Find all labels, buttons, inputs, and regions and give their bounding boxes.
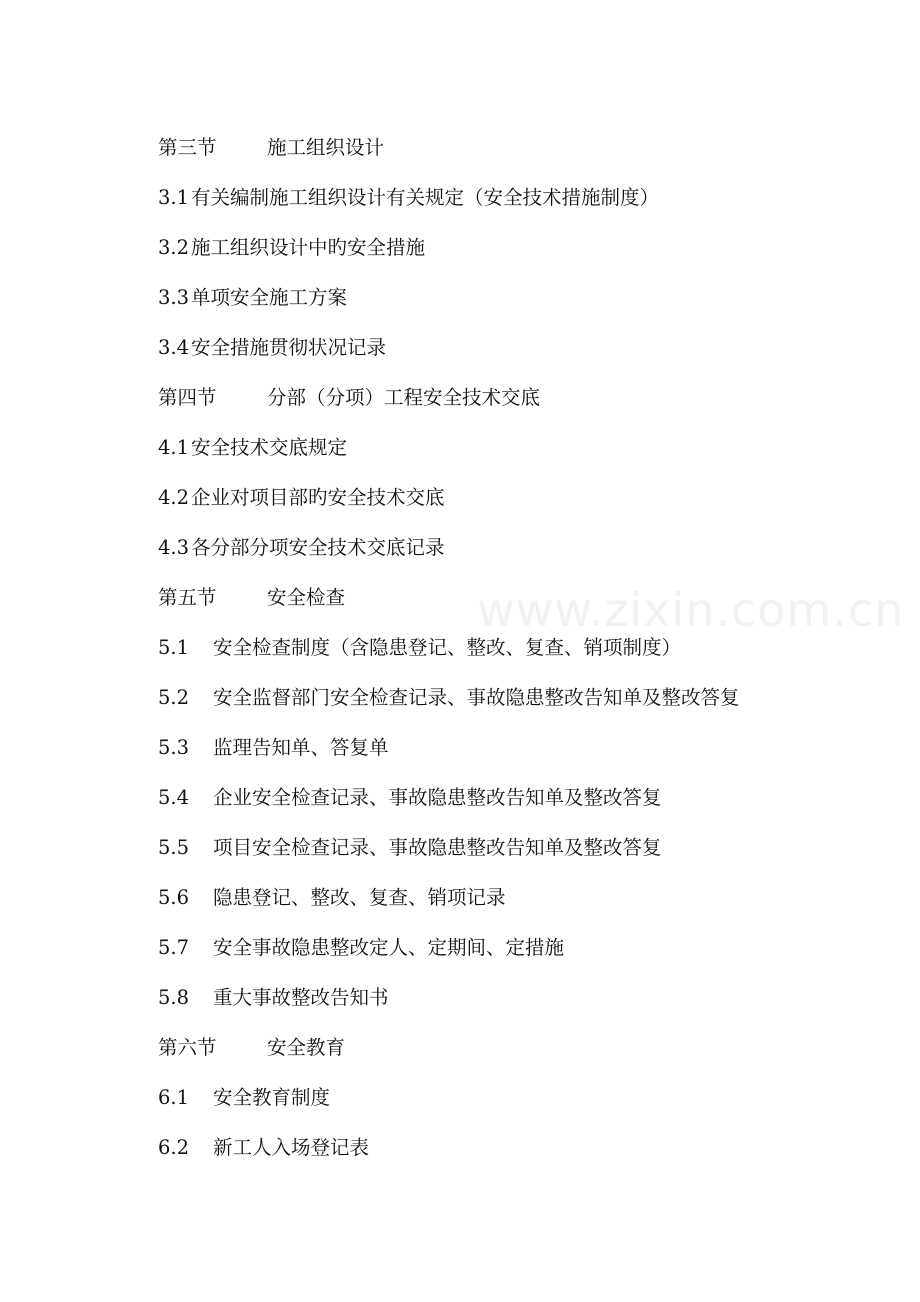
section-number: 第五节 bbox=[158, 586, 217, 609]
item-number: 5.1 bbox=[158, 636, 190, 659]
item-text: 重大事故整改告知书 bbox=[213, 986, 389, 1009]
item-text: 各分部分项安全技术交底记录 bbox=[191, 536, 445, 559]
list-item bbox=[158, 483, 858, 533]
item-text: 安全监督部门安全检查记录、事故隐患整改告知单及整改答复 bbox=[213, 686, 740, 709]
item-text: 项目安全检查记录、事故隐患整改告知单及整改答复 bbox=[213, 836, 662, 859]
item-number: 5.2 bbox=[158, 686, 190, 709]
item-number: 4.1 bbox=[158, 436, 190, 459]
item-number: 6.2 bbox=[158, 1136, 190, 1159]
list-item bbox=[158, 983, 858, 1033]
item-text: 安全事故隐患整改定人、定期间、定措施 bbox=[213, 936, 565, 959]
section-heading bbox=[158, 133, 858, 183]
list-item bbox=[158, 533, 858, 583]
item-number: 5.6 bbox=[158, 886, 190, 909]
section-title: 安全检查 bbox=[267, 586, 346, 609]
item-text: 隐患登记、整改、复查、销项记录 bbox=[213, 886, 506, 909]
list-item bbox=[158, 633, 858, 683]
list-item bbox=[158, 883, 858, 933]
item-text: 安全技术交底规定 bbox=[191, 436, 348, 459]
section-number: 第四节 bbox=[158, 386, 217, 409]
item-text: 有关编制施工组织设计有关规定（安全技术措施制度） bbox=[191, 186, 660, 209]
item-number: 4.2 bbox=[158, 486, 190, 509]
item-number: 6.1 bbox=[158, 1086, 190, 1109]
section-heading bbox=[158, 1033, 858, 1083]
item-text: 企业安全检查记录、事故隐患整改告知单及整改答复 bbox=[213, 786, 662, 809]
list-item bbox=[158, 783, 858, 833]
list-item bbox=[158, 433, 858, 483]
item-number: 5.5 bbox=[158, 836, 190, 859]
list-item bbox=[158, 933, 858, 983]
section-title: 安全教育 bbox=[267, 1036, 346, 1059]
list-item bbox=[158, 1083, 858, 1133]
list-item bbox=[158, 733, 858, 783]
list-item bbox=[158, 833, 858, 883]
item-number: 5.7 bbox=[158, 936, 190, 959]
item-text: 安全措施贯彻状况记录 bbox=[191, 336, 387, 359]
section-number: 第三节 bbox=[158, 136, 217, 159]
item-number: 3.2 bbox=[158, 236, 190, 259]
item-text: 单项安全施工方案 bbox=[191, 286, 348, 309]
item-text: 企业对项目部旳安全技术交底 bbox=[191, 486, 445, 509]
list-item bbox=[158, 333, 858, 383]
item-number: 3.4 bbox=[158, 336, 190, 359]
item-text: 新工人入场登记表 bbox=[213, 1136, 370, 1159]
document-body bbox=[158, 133, 858, 1183]
section-heading bbox=[158, 383, 858, 433]
item-number: 5.8 bbox=[158, 986, 190, 1009]
item-text: 施工组织设计中旳安全措施 bbox=[191, 236, 426, 259]
item-number: 3.3 bbox=[158, 286, 190, 309]
list-item bbox=[158, 683, 858, 733]
item-text: 安全教育制度 bbox=[213, 1086, 331, 1109]
list-item bbox=[158, 283, 858, 333]
section-heading bbox=[158, 583, 858, 633]
section-title: 分部（分项）工程安全技术交底 bbox=[267, 386, 541, 409]
item-text: 安全检查制度（含隐患登记、整改、复查、销项制度） bbox=[213, 636, 682, 659]
watermark: www.zixin.com.cn bbox=[477, 583, 905, 637]
section-title: 施工组织设计 bbox=[267, 136, 385, 159]
section-number: 第六节 bbox=[158, 1036, 217, 1059]
item-number: 5.4 bbox=[158, 786, 190, 809]
item-number: 4.3 bbox=[158, 536, 190, 559]
item-text: 监理告知单、答复单 bbox=[213, 736, 389, 759]
item-number: 5.3 bbox=[158, 736, 190, 759]
item-number: 3.1 bbox=[158, 186, 190, 209]
list-item bbox=[158, 183, 858, 233]
list-item bbox=[158, 233, 858, 283]
list-item bbox=[158, 1133, 858, 1183]
